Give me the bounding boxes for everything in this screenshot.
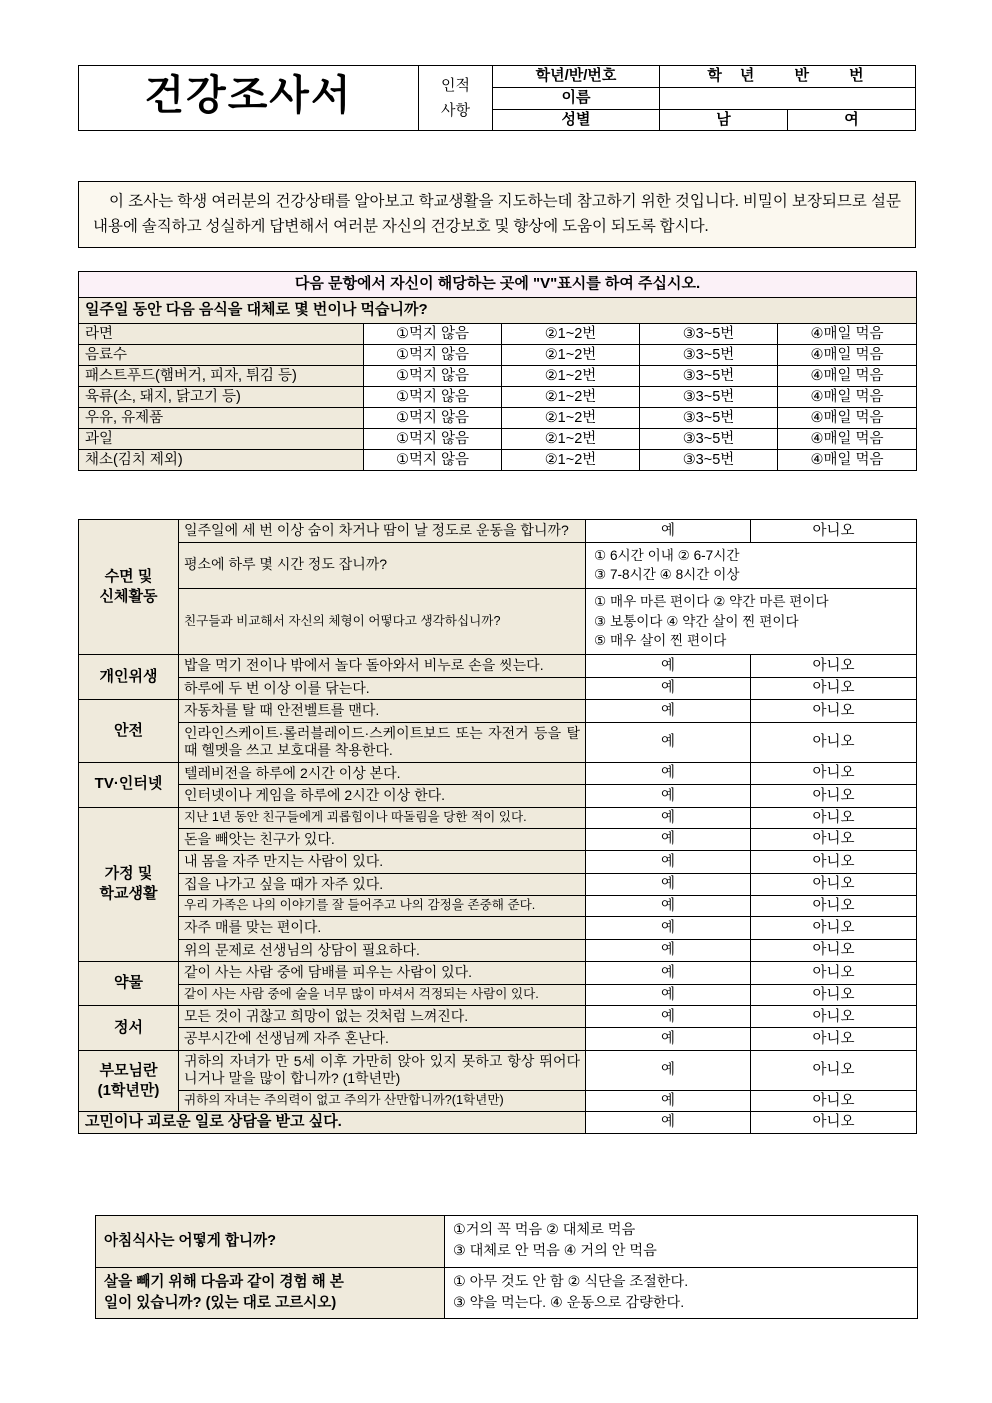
food-item-label: 우유, 유제품 xyxy=(79,408,364,429)
food-option-choice[interactable]: ④매일 먹음 xyxy=(778,344,917,365)
personal-info-label-line1: 인적 xyxy=(441,76,470,94)
food-option-choice[interactable]: ④매일 먹음 xyxy=(778,408,917,429)
food-option-choice[interactable]: ④매일 먹음 xyxy=(778,450,917,471)
name-input[interactable] xyxy=(660,87,916,109)
survey-row xyxy=(79,677,917,700)
survey-category-label: TV·인터넷 xyxy=(79,762,179,807)
food-item-label: 채소(김치 제외) xyxy=(79,450,364,471)
personal-info-label xyxy=(419,66,493,131)
survey-question: 인터넷이나 게임을 하루에 2시간 이상 한다. xyxy=(179,785,586,808)
answer-no[interactable]: 아니오 xyxy=(751,762,917,785)
survey-row xyxy=(79,588,917,654)
food-option-choice[interactable]: ①먹지 않음 xyxy=(364,323,502,344)
survey-final-row xyxy=(79,1112,917,1134)
answer-no[interactable]: 아니오 xyxy=(751,873,917,896)
food-row xyxy=(79,408,917,429)
answer-no[interactable]: 아니오 xyxy=(751,520,917,543)
page-title: 건강조사서 xyxy=(79,66,419,131)
survey-question: 모든 것이 귀찮고 희망이 없는 것처럼 느껴진다. xyxy=(179,1005,586,1028)
bottom-question-row xyxy=(96,1216,918,1268)
survey-row xyxy=(79,873,917,896)
food-option-choice[interactable]: ②1~2번 xyxy=(502,365,640,386)
food-option-choice[interactable]: ③3~5번 xyxy=(640,323,778,344)
answer-yes[interactable]: 예 xyxy=(586,722,751,762)
food-option-choice[interactable]: ①먹지 않음 xyxy=(364,344,502,365)
food-item-label: 라면 xyxy=(79,323,364,344)
answer-yes[interactable]: 예 xyxy=(586,1005,751,1028)
answer-yes[interactable]: 예 xyxy=(586,917,751,940)
survey-question: 일주일에 세 번 이상 숨이 차거나 땀이 날 정도로 운동을 합니까? xyxy=(179,520,586,543)
food-row xyxy=(79,344,917,365)
survey-question: 같이 사는 사람 중에 담배를 피우는 사람이 있다. xyxy=(179,962,586,985)
answer-no[interactable]: 아니오 xyxy=(751,677,917,700)
survey-category-label: 수면 및 신체활동 xyxy=(79,520,179,655)
grade-class-number-label: 학년/반/번호 xyxy=(493,66,660,88)
intro-paragraph: 이 조사는 학생 여러분의 건강상태를 알아보고 학교생활을 지도하는데 참고하기 위한 것입니다. 비밀이 보장되므로 설문내용에 솔직하고 성실하게 답변해서 여러분 자신의 건강보호 및 향상에 도움이 되도록 합시다. xyxy=(78,181,916,248)
answer-no[interactable]: 아니오 xyxy=(751,939,917,962)
answer-no[interactable]: 아니오 xyxy=(751,1050,917,1090)
food-frequency-section xyxy=(78,271,916,471)
answer-yes[interactable]: 예 xyxy=(586,1112,751,1134)
answer-yes[interactable]: 예 xyxy=(586,984,751,1005)
answer-yes[interactable]: 예 xyxy=(586,677,751,700)
survey-category-label: 약물 xyxy=(79,962,179,1006)
answer-no[interactable]: 아니오 xyxy=(751,700,917,723)
food-row xyxy=(79,323,917,344)
food-option-choice[interactable]: ①먹지 않음 xyxy=(364,386,502,407)
header-table xyxy=(78,65,916,131)
survey-question: 자주 매를 맞는 편이다. xyxy=(179,917,586,940)
food-option-choice[interactable]: ③3~5번 xyxy=(640,450,778,471)
survey-row xyxy=(79,520,917,543)
gender-male-option[interactable]: 남 xyxy=(660,109,788,131)
survey-row xyxy=(79,828,917,851)
bottom-questions-table xyxy=(95,1215,918,1319)
gender-label: 성별 xyxy=(493,109,660,131)
instruction-text: 다음 문항에서 자신이 해당하는 곳에 "V"표시를 하여 주십시오. xyxy=(79,272,917,298)
survey-question: 내 몸을 자주 만지는 사람이 있다. xyxy=(179,851,586,874)
answer-option-line: ① 매우 마른 편이다 ② 약간 마른 편이다 xyxy=(594,593,829,609)
answer-option-line: ③ 7-8시간 ④ 8시간 이상 xyxy=(594,567,740,583)
answer-options[interactable] xyxy=(586,588,917,654)
survey-question: 하루에 두 번 이상 이를 닦는다. xyxy=(179,677,586,700)
survey-question: 텔레비전을 하루에 2시간 이상 본다. xyxy=(179,762,586,785)
food-option-choice[interactable]: ④매일 먹음 xyxy=(778,429,917,450)
survey-row xyxy=(79,984,917,1005)
survey-row xyxy=(79,655,917,678)
food-option-choice[interactable]: ①먹지 않음 xyxy=(364,429,502,450)
food-option-choice[interactable]: ②1~2번 xyxy=(502,386,640,407)
answer-no[interactable]: 아니오 xyxy=(751,655,917,678)
survey-row xyxy=(79,939,917,962)
food-option-choice[interactable]: ③3~5번 xyxy=(640,344,778,365)
bottom-answer-line: ①거의 꼭 먹음 ② 대체로 먹음 xyxy=(453,1222,636,1238)
answer-yes[interactable]: 예 xyxy=(586,807,751,828)
survey-question: 귀하의 자녀가 만 5세 이후 가만히 앉아 있지 못하고 항상 뛰어다니거나 말을 많이 합니까? (1학년만) xyxy=(179,1050,586,1090)
food-option-choice[interactable]: ②1~2번 xyxy=(502,323,640,344)
food-item-label: 패스트푸드(햄버거, 피자, 튀김 등) xyxy=(79,365,364,386)
answer-option-line: ③ 보통이다 ④ 약간 살이 찐 편이다 xyxy=(594,613,799,629)
answer-yes[interactable]: 예 xyxy=(586,896,751,917)
bottom-question-line: 일이 있습니까? (있는 대로 고르시오) xyxy=(104,1294,337,1311)
food-frequency-table xyxy=(78,271,917,471)
answer-yes[interactable]: 예 xyxy=(586,873,751,896)
answer-no[interactable]: 아니오 xyxy=(751,807,917,828)
answer-no[interactable]: 아니오 xyxy=(751,785,917,808)
instruction-row xyxy=(79,272,917,298)
answer-no[interactable]: 아니오 xyxy=(751,1112,917,1134)
answer-no[interactable]: 아니오 xyxy=(751,917,917,940)
grade-class-number-value[interactable]: 학년 반 번 xyxy=(660,66,916,88)
bottom-answer-options[interactable] xyxy=(445,1267,918,1319)
survey-row xyxy=(79,962,917,985)
survey-question: 돈을 빼앗는 친구가 있다. xyxy=(179,828,586,851)
food-option-choice[interactable]: ③3~5번 xyxy=(640,429,778,450)
counseling-request-question: 고민이나 괴로운 일로 상담을 받고 싶다. xyxy=(79,1112,586,1134)
survey-row xyxy=(79,807,917,828)
answer-yes[interactable]: 예 xyxy=(586,851,751,874)
bottom-question-row xyxy=(96,1267,918,1319)
survey-category-label: 부모님란 (1학년만) xyxy=(79,1050,179,1111)
food-option-choice[interactable]: ①먹지 않음 xyxy=(364,408,502,429)
answer-yes[interactable]: 예 xyxy=(586,1028,751,1051)
survey-question: 집을 나가고 싶을 때가 자주 있다. xyxy=(179,873,586,896)
answer-yes[interactable]: 예 xyxy=(586,828,751,851)
survey-question: 밥을 먹기 전이나 밖에서 놀다 돌아와서 비누로 손을 씻는다. xyxy=(179,655,586,678)
answer-options[interactable] xyxy=(586,542,917,588)
answer-yes[interactable]: 예 xyxy=(586,962,751,985)
answer-yes[interactable]: 예 xyxy=(586,700,751,723)
food-option-choice[interactable]: ②1~2번 xyxy=(502,450,640,471)
survey-row xyxy=(79,785,917,808)
food-section-header-row xyxy=(79,297,917,323)
survey-question: 위의 문제로 선생님의 상담이 필요하다. xyxy=(179,939,586,962)
answer-no[interactable]: 아니오 xyxy=(751,722,917,762)
survey-row xyxy=(79,762,917,785)
bottom-question: 아침식사는 어떻게 합니까? xyxy=(96,1216,445,1268)
bottom-questions-section xyxy=(95,1215,917,1319)
food-row xyxy=(79,386,917,407)
answer-yes[interactable]: 예 xyxy=(586,655,751,678)
food-option-choice[interactable]: ②1~2번 xyxy=(502,344,640,365)
survey-row xyxy=(79,917,917,940)
answer-no[interactable]: 아니오 xyxy=(751,1028,917,1051)
survey-category-label: 가정 및 학교생활 xyxy=(79,807,179,962)
food-option-choice[interactable]: ①먹지 않음 xyxy=(364,450,502,471)
survey-question: 인라인스케이트·롤러블레이드·스케이트보드 또는 자전거 등을 탈 때 헬멧을 쓰고 보호대를 착용한다. xyxy=(179,722,586,762)
answer-no[interactable]: 아니오 xyxy=(751,851,917,874)
answer-no[interactable]: 아니오 xyxy=(751,1090,917,1111)
survey-row xyxy=(79,896,917,917)
personal-info-label-line2: 사항 xyxy=(441,102,470,120)
food-option-choice[interactable]: ③3~5번 xyxy=(640,386,778,407)
bottom-question-line: 살을 빼기 위해 다음과 같이 경험 해 본 xyxy=(104,1273,344,1290)
answer-no[interactable]: 아니오 xyxy=(751,1005,917,1028)
survey-category-label: 개인위생 xyxy=(79,655,179,700)
survey-question: 자동차를 탈 때 안전벨트를 맨다. xyxy=(179,700,586,723)
name-label: 이름 xyxy=(493,87,660,109)
survey-question: 같이 사는 사람 중에 술을 너무 많이 마셔서 걱정되는 사람이 있다. xyxy=(179,984,586,1005)
answer-yes[interactable]: 예 xyxy=(586,520,751,543)
food-row xyxy=(79,450,917,471)
food-item-label: 음료수 xyxy=(79,344,364,365)
food-option-choice[interactable]: ②1~2번 xyxy=(502,408,640,429)
survey-question: 평소에 하루 몇 시간 정도 잡니까? xyxy=(179,542,586,588)
food-option-choice[interactable]: ④매일 먹음 xyxy=(778,323,917,344)
food-row xyxy=(79,429,917,450)
main-survey-section xyxy=(78,519,916,1134)
main-survey-table xyxy=(78,519,917,1134)
food-option-choice[interactable]: ①먹지 않음 xyxy=(364,365,502,386)
survey-row xyxy=(79,1050,917,1090)
answer-yes[interactable]: 예 xyxy=(586,939,751,962)
answer-no[interactable]: 아니오 xyxy=(751,828,917,851)
food-item-label: 과일 xyxy=(79,429,364,450)
answer-option-line: ⑤ 매우 살이 찐 편이다 xyxy=(594,633,727,649)
survey-category-label: 안전 xyxy=(79,700,179,763)
answer-yes[interactable]: 예 xyxy=(586,762,751,785)
survey-row xyxy=(79,700,917,723)
bottom-answer-line: ① 아무 것도 안 함 ② 식단을 조절한다. xyxy=(453,1273,689,1290)
bottom-question xyxy=(96,1267,445,1319)
answer-yes[interactable]: 예 xyxy=(586,1050,751,1090)
survey-row xyxy=(79,722,917,762)
food-option-choice[interactable]: ④매일 먹음 xyxy=(778,386,917,407)
survey-question: 우리 가족은 나의 이야기를 잘 들어주고 나의 감정을 존중해 준다. xyxy=(179,896,586,917)
answer-no[interactable]: 아니오 xyxy=(751,896,917,917)
food-option-choice[interactable]: ②1~2번 xyxy=(502,429,640,450)
answer-yes[interactable]: 예 xyxy=(586,1090,751,1111)
gender-female-option[interactable]: 여 xyxy=(788,109,916,131)
food-option-choice[interactable]: ④매일 먹음 xyxy=(778,365,917,386)
survey-question: 공부시간에 선생님께 자주 혼난다. xyxy=(179,1028,586,1051)
answer-option-line: ① 6시간 이내 ② 6-7시간 xyxy=(594,547,740,563)
survey-question: 지난 1년 동안 친구들에게 괴롭힘이나 따돌림을 당한 적이 있다. xyxy=(179,807,586,828)
survey-row xyxy=(79,1090,917,1111)
survey-question: 귀하의 자녀는 주의력이 없고 주의가 산만합니까?(1학년만) xyxy=(179,1090,586,1111)
survey-row xyxy=(79,1028,917,1051)
answer-no[interactable]: 아니오 xyxy=(751,984,917,1005)
survey-category-label: 정서 xyxy=(79,1005,179,1050)
food-row xyxy=(79,365,917,386)
bottom-answer-line: ③ 약을 먹는다. ④ 운동으로 감량한다. xyxy=(453,1294,685,1311)
food-option-choice[interactable]: ③3~5번 xyxy=(640,408,778,429)
food-option-choice[interactable]: ③3~5번 xyxy=(640,365,778,386)
answer-no[interactable]: 아니오 xyxy=(751,962,917,985)
survey-row xyxy=(79,542,917,588)
bottom-answer-line: ③ 대체로 안 먹음 ④ 거의 안 먹음 xyxy=(453,1243,657,1260)
document-header xyxy=(78,65,916,131)
survey-row xyxy=(79,851,917,874)
bottom-answer-options[interactable] xyxy=(445,1216,918,1268)
food-item-label: 육류(소, 돼지, 닭고기 등) xyxy=(79,386,364,407)
food-section-header: 일주일 동안 다음 음식을 대체로 몇 번이나 먹습니까? xyxy=(79,297,917,323)
survey-row xyxy=(79,1005,917,1028)
answer-yes[interactable]: 예 xyxy=(586,785,751,808)
survey-question: 친구들과 비교해서 자신의 체형이 어떻다고 생각하십니까? xyxy=(179,588,586,654)
